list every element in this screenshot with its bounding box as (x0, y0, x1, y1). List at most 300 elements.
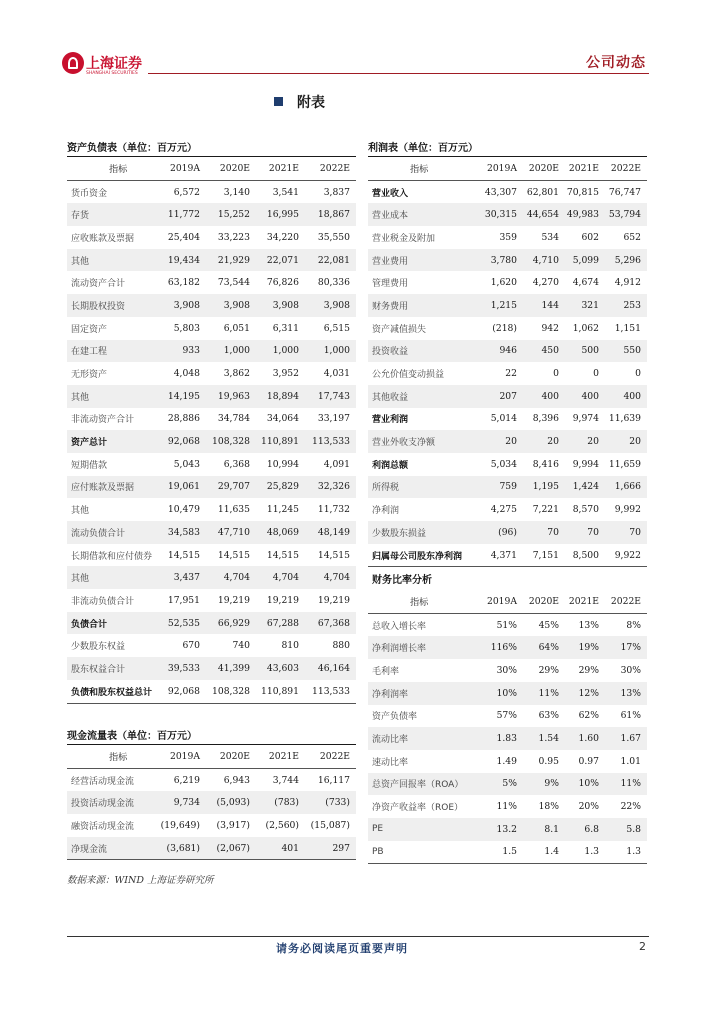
table-row (368, 180, 647, 203)
cell-value: 7,221 (532, 504, 559, 516)
table-row (368, 498, 647, 521)
company-logo (62, 50, 152, 82)
cell-value: 49,983 (565, 203, 605, 226)
row-label: PB (368, 841, 481, 864)
row-label: 在建工程 (67, 340, 160, 363)
cell-value: (15,087) (310, 819, 350, 831)
cell-value: (3,917) (216, 819, 250, 831)
cell-value: 48,149 (305, 521, 356, 544)
cell-value: 3,908 (256, 294, 305, 317)
row-label: 总资产回报率（ROA） (368, 773, 481, 796)
logo-emblem-icon (62, 52, 84, 74)
cell-value: 70,815 (566, 186, 599, 198)
cell-value: (733) (305, 791, 356, 814)
cell-value: 880 (332, 640, 350, 652)
cell-value: 33,197 (317, 413, 350, 425)
cell-value: 401 (256, 837, 305, 860)
cell-value: 10% (565, 773, 605, 796)
row-label: 负债和股东权益总计 (67, 680, 160, 703)
row-label: 其他 (71, 506, 90, 517)
table-row (67, 634, 356, 657)
cell-value: 15,252 (206, 203, 256, 226)
cell-value: 5,034 (490, 458, 517, 470)
cell-value: 76,826 (266, 277, 299, 289)
column-header-year: 2022E (605, 590, 647, 613)
cell-value: 0 (593, 368, 599, 380)
column-header-year: 2022E (305, 745, 356, 768)
table-row (67, 294, 356, 317)
column-header-year: 2019A (481, 590, 523, 613)
cell-value: 43,307 (484, 186, 517, 198)
row-label: 固定资产 (71, 324, 108, 335)
table-row (67, 340, 356, 363)
table-row (368, 795, 647, 818)
cell-value: 8,396 (532, 413, 559, 425)
table-row (368, 727, 647, 750)
cell-value: 64% (523, 636, 565, 659)
row-label: 营业成本 (368, 203, 481, 226)
row-label: 营业外收支净额 (368, 430, 481, 453)
cell-value: 253 (605, 294, 647, 317)
cell-value: 4,912 (614, 277, 641, 289)
cell-value: 759 (481, 476, 523, 499)
cell-value: 20 (565, 430, 605, 453)
row-label: 股东权益合计 (67, 657, 160, 680)
row-label: 投资活动现金流 (67, 791, 160, 814)
cell-value: 450 (523, 340, 565, 363)
cell-value: 33,223 (217, 231, 250, 243)
cell-value: 4,048 (173, 368, 200, 380)
cell-value: 1,666 (605, 476, 647, 499)
cell-value: 92,068 (160, 430, 206, 453)
cell-value: 110,891 (256, 680, 305, 703)
cell-value: 92,068 (160, 680, 206, 703)
column-header-year: 2020E (206, 745, 256, 768)
cell-value: 1,424 (565, 476, 605, 499)
row-label: 货币资金 (71, 188, 108, 199)
cell-value: 29% (578, 664, 599, 676)
cell-value: 3,862 (223, 368, 250, 380)
row-label: 所得税 (368, 476, 481, 499)
row-label: 经营活动现金流 (71, 776, 135, 787)
cell-value: 14,515 (217, 549, 250, 561)
report-type: 公司动态 (586, 55, 646, 71)
row-label: 非流动负债合计 (71, 596, 135, 607)
cell-value: 11% (605, 773, 647, 796)
cell-value: 11,635 (217, 504, 250, 516)
cell-value: 11,732 (317, 504, 350, 516)
cell-value: 53,794 (605, 203, 647, 226)
row-label: 流动比率 (368, 727, 481, 750)
column-header-label: 指标 (67, 157, 160, 180)
cell-value: 19,219 (317, 594, 350, 606)
table-row (368, 544, 647, 567)
cell-value: 4,704 (305, 566, 356, 589)
cell-value: 116% (481, 636, 523, 659)
cash-flow-header-row (67, 745, 356, 768)
cell-value: 8,570 (572, 504, 599, 516)
table-row (368, 705, 647, 728)
cell-value: 30,315 (481, 203, 523, 226)
cell-value: (3,681) (160, 837, 206, 860)
cell-value: 20 (481, 430, 523, 453)
table-row (368, 521, 647, 544)
cell-value: 1,000 (206, 340, 256, 363)
cell-value: 8,416 (532, 458, 559, 470)
cell-value: 17% (605, 636, 647, 659)
cell-value: 9,734 (160, 791, 206, 814)
disclaimer-notice: 请务必阅读尾页重要声明 (276, 942, 408, 955)
cell-value: 11,245 (266, 504, 299, 516)
cell-value: 70 (523, 521, 565, 544)
table-row (368, 340, 647, 363)
cell-value: (2,067) (206, 837, 256, 860)
cell-value: 70 (565, 521, 605, 544)
cell-value: 14,515 (266, 549, 299, 561)
cell-value: 321 (565, 294, 605, 317)
table-row (67, 249, 356, 272)
cash-flow-title: 现金流量表（单位：百万元） (67, 731, 197, 742)
column-header-year: 2020E (206, 157, 256, 180)
cell-value: 9,974 (572, 413, 599, 425)
cell-value: 400 (523, 385, 565, 408)
column-header-label: 指标 (368, 157, 481, 180)
row-label: 净资产收益率（ROE） (372, 803, 464, 814)
cell-value: 16,117 (317, 774, 350, 786)
table-row (368, 271, 647, 294)
cell-value: (96) (481, 521, 523, 544)
cell-value: 7,151 (523, 544, 565, 567)
cell-value: 113,533 (305, 680, 356, 703)
income-statement-table (368, 157, 647, 864)
cell-value: 63% (538, 710, 559, 722)
table-row (67, 589, 356, 612)
table-row (67, 612, 356, 635)
cell-value: 1,620 (490, 277, 517, 289)
cell-value: 5,014 (490, 413, 517, 425)
row-label: 其他 (67, 249, 160, 272)
cell-value: 46,164 (305, 657, 356, 680)
cell-value: 25,829 (256, 476, 305, 499)
income-statement-title: 利润表（单位：百万元） (368, 143, 478, 154)
cell-value: 1,000 (256, 340, 305, 363)
section-title (274, 92, 325, 112)
cell-value: 17,951 (167, 594, 200, 606)
table-row (368, 659, 647, 682)
row-label: 资产负债率 (372, 712, 418, 723)
cell-value: 10% (481, 682, 523, 705)
cell-value: 1.3 (605, 841, 647, 864)
cell-value: 51% (496, 619, 517, 631)
table-row (368, 453, 647, 476)
column-header-year: 2022E (605, 157, 647, 180)
cell-value: 19,219 (266, 594, 299, 606)
cell-value: 207 (481, 385, 523, 408)
cell-value: 21,929 (206, 249, 256, 272)
cell-value: 6,515 (323, 322, 350, 334)
row-label: 少数股东损益 (368, 521, 481, 544)
row-label: 管理费用 (372, 279, 409, 290)
cell-value: (5,093) (206, 791, 256, 814)
cell-value: 5,296 (605, 249, 647, 272)
row-label: 长期借款和应付债券 (71, 551, 153, 562)
cell-value: 11% (523, 682, 565, 705)
row-label: 公允价值变动损益 (372, 370, 445, 381)
cell-value: 1,215 (481, 294, 523, 317)
column-header-year: 2022E (305, 157, 356, 180)
cell-value: 4,031 (323, 368, 350, 380)
cell-value: 16,995 (256, 203, 305, 226)
row-label: 少数股东权益 (71, 642, 126, 653)
logo-subtitle: SHANGHAI SECURITIES (86, 71, 138, 76)
table-row (368, 226, 647, 249)
row-label: 流动资产合计 (71, 279, 126, 290)
row-label: 其他收益 (368, 385, 481, 408)
row-label: 净利润增长率 (368, 636, 481, 659)
cell-value: 63,182 (167, 277, 200, 289)
cell-value: 1,195 (523, 476, 565, 499)
cell-value: 602 (581, 231, 599, 243)
column-header-label: 指标 (67, 745, 160, 768)
row-label: 应收账款及票据 (71, 233, 135, 244)
cell-value: 32,326 (305, 476, 356, 499)
table-row (368, 408, 647, 431)
cell-value: 62% (578, 710, 599, 722)
cell-value: 61% (620, 710, 641, 722)
cell-value: (19,649) (160, 819, 200, 831)
table-row (368, 203, 647, 226)
cell-value: 3,437 (160, 566, 206, 589)
cell-value: 1.3 (565, 841, 605, 864)
cell-value: 62,801 (526, 186, 559, 198)
table-row (368, 773, 647, 796)
cell-value: 25,404 (167, 231, 200, 243)
row-label: 财务费用 (368, 294, 481, 317)
cell-value: 4,371 (481, 544, 523, 567)
column-header-label: 指标 (368, 590, 481, 613)
cell-value: 6.8 (565, 818, 605, 841)
cell-value: 30% (620, 664, 641, 676)
row-label: 营业费用 (368, 249, 481, 272)
row-label: 应付账款及票据 (67, 476, 160, 499)
cell-value: 5,099 (565, 249, 605, 272)
cell-value: 11,659 (608, 458, 641, 470)
table-row (67, 453, 356, 476)
section-title-text: 附表 (297, 95, 325, 111)
row-label: PE (368, 818, 481, 841)
cell-value: 5% (481, 773, 523, 796)
cell-value: 34,784 (217, 413, 250, 425)
cell-value: 3,908 (160, 294, 206, 317)
row-label: 净现金流 (67, 837, 160, 860)
row-label: 负债合计 (67, 612, 160, 635)
balance-sheet-title: 资产负债表（单位：百万元） (67, 143, 197, 154)
cell-value: 67,288 (256, 612, 305, 635)
cell-value: 73,544 (217, 277, 250, 289)
cell-value: 3,780 (481, 249, 523, 272)
cell-value: 14,515 (317, 549, 350, 561)
row-label: 短期借款 (71, 460, 108, 471)
cell-value: 34,220 (266, 231, 299, 243)
cell-value: 9% (523, 773, 565, 796)
table-row (67, 362, 356, 385)
income-statement-header-row (368, 157, 647, 180)
cell-value: 3,140 (223, 186, 250, 198)
row-label: 总收入增长率 (372, 621, 427, 632)
cell-value: 0.97 (578, 755, 599, 767)
cell-value: 4,704 (206, 566, 256, 589)
row-label: 长期股权投资 (67, 294, 160, 317)
cell-value: 6,311 (272, 322, 299, 334)
row-label: 无形资产 (71, 370, 108, 381)
column-header-year: 2021E (565, 590, 605, 613)
table-row (67, 385, 356, 408)
cell-value: 108,328 (206, 430, 256, 453)
cell-value: 0 (553, 368, 559, 380)
cell-value: 14,515 (167, 549, 200, 561)
cell-value: 22,071 (256, 249, 305, 272)
row-label: 速动比率 (372, 757, 409, 768)
cell-value: 740 (232, 640, 250, 652)
cell-value: 76,747 (608, 186, 641, 198)
cell-value: 4,710 (523, 249, 565, 272)
cell-value: 44,654 (523, 203, 565, 226)
cell-value: 6,219 (173, 774, 200, 786)
column-header-year: 2019A (160, 745, 206, 768)
cell-value: 47,710 (206, 521, 256, 544)
cell-value: 18,894 (256, 385, 305, 408)
row-label: 其他 (67, 385, 160, 408)
data-source-note: 数据来源：WIND 上海证券研究所 (67, 875, 214, 886)
cell-value: 670 (182, 640, 200, 652)
cell-value: 9,922 (605, 544, 647, 567)
cell-value: 28,886 (167, 413, 200, 425)
cell-value: 400 (605, 385, 647, 408)
table-row (368, 476, 647, 499)
table-row (67, 476, 356, 499)
ratio-section-title-row (368, 567, 647, 590)
table-row (67, 498, 356, 521)
table-row (368, 294, 647, 317)
cell-value: 0.95 (538, 755, 559, 767)
cell-value: 9,992 (614, 504, 641, 516)
table-row (368, 430, 647, 453)
cell-value: 52,535 (160, 612, 206, 635)
row-label: 净利润 (372, 506, 400, 517)
cell-value: 550 (605, 340, 647, 363)
cell-value: 8% (626, 619, 641, 631)
header-divider (148, 73, 649, 74)
cell-value: 5.8 (605, 818, 647, 841)
cell-value: 80,336 (317, 277, 350, 289)
cell-value: 933 (160, 340, 206, 363)
cell-value: 1.54 (523, 727, 565, 750)
cash-flow-table (67, 745, 356, 860)
table-row (368, 841, 647, 864)
cell-value: 10,994 (266, 458, 299, 470)
column-header-year: 2019A (481, 157, 523, 180)
cell-value: 3,952 (272, 368, 299, 380)
table-row (67, 566, 356, 589)
table-row (67, 521, 356, 544)
cell-value: 3,541 (272, 186, 299, 198)
balance-sheet-table (67, 157, 356, 704)
square-bullet-icon (274, 97, 283, 106)
table-row (67, 814, 356, 837)
cell-value: 144 (523, 294, 565, 317)
row-label: 资产减值损失 (372, 324, 427, 335)
table-row (67, 837, 356, 860)
cell-value: 10,479 (167, 504, 200, 516)
cell-value: 45% (538, 619, 559, 631)
cell-value: 810 (281, 640, 299, 652)
row-label: 净利润率 (368, 682, 481, 705)
cell-value: 17,743 (305, 385, 356, 408)
cell-value: 12% (565, 682, 605, 705)
cell-value: 6,051 (223, 322, 250, 334)
row-label: 非流动资产合计 (71, 415, 135, 426)
cell-value: 18,867 (305, 203, 356, 226)
cell-value: 1.83 (481, 727, 523, 750)
cell-value: 359 (499, 231, 517, 243)
cell-value: 4,270 (532, 277, 559, 289)
ratio-section-title: 财务比率分析 (372, 575, 432, 587)
cell-value: 534 (541, 231, 559, 243)
cell-value: 13% (578, 619, 599, 631)
cell-value: 22,081 (305, 249, 356, 272)
cell-value: 48,069 (256, 521, 305, 544)
cell-value: 1.67 (605, 727, 647, 750)
footer-divider (67, 936, 649, 937)
row-label: 营业税金及附加 (372, 233, 436, 244)
cell-value: 13% (605, 682, 647, 705)
cell-value: 19,061 (160, 476, 206, 499)
row-label: 投资收益 (368, 340, 481, 363)
cell-value: 18% (538, 801, 559, 813)
cell-value: 19,434 (160, 249, 206, 272)
table-row (368, 385, 647, 408)
cell-value: 34,064 (266, 413, 299, 425)
cell-value: 110,891 (256, 430, 305, 453)
cell-value: 1.4 (523, 841, 565, 864)
cell-value: 113,533 (305, 430, 356, 453)
cell-value: 29,707 (206, 476, 256, 499)
table-row (67, 657, 356, 680)
cell-value: 3,908 (206, 294, 256, 317)
cell-value: 1,151 (614, 322, 641, 334)
table-row (67, 271, 356, 294)
cell-value: 34,583 (160, 521, 206, 544)
row-label: 流动负债合计 (67, 521, 160, 544)
table-row (67, 408, 356, 431)
logo-text: 上海证券 (86, 56, 142, 72)
cell-value: 57% (496, 710, 517, 722)
cell-value: 1.60 (565, 727, 605, 750)
cell-value: 500 (565, 340, 605, 363)
table-row (368, 636, 647, 659)
cell-value: 3,744 (272, 774, 299, 786)
cell-value: (783) (256, 791, 305, 814)
cell-value: 3,908 (305, 294, 356, 317)
cell-value: 3,837 (323, 186, 350, 198)
row-label: 其他 (67, 566, 160, 589)
table-row (67, 544, 356, 567)
cell-value: 70 (605, 521, 647, 544)
cell-value: 20 (605, 430, 647, 453)
row-label: 营业利润 (372, 415, 409, 426)
cell-value: 20% (578, 801, 599, 813)
column-header-year: 2020E (523, 590, 565, 613)
